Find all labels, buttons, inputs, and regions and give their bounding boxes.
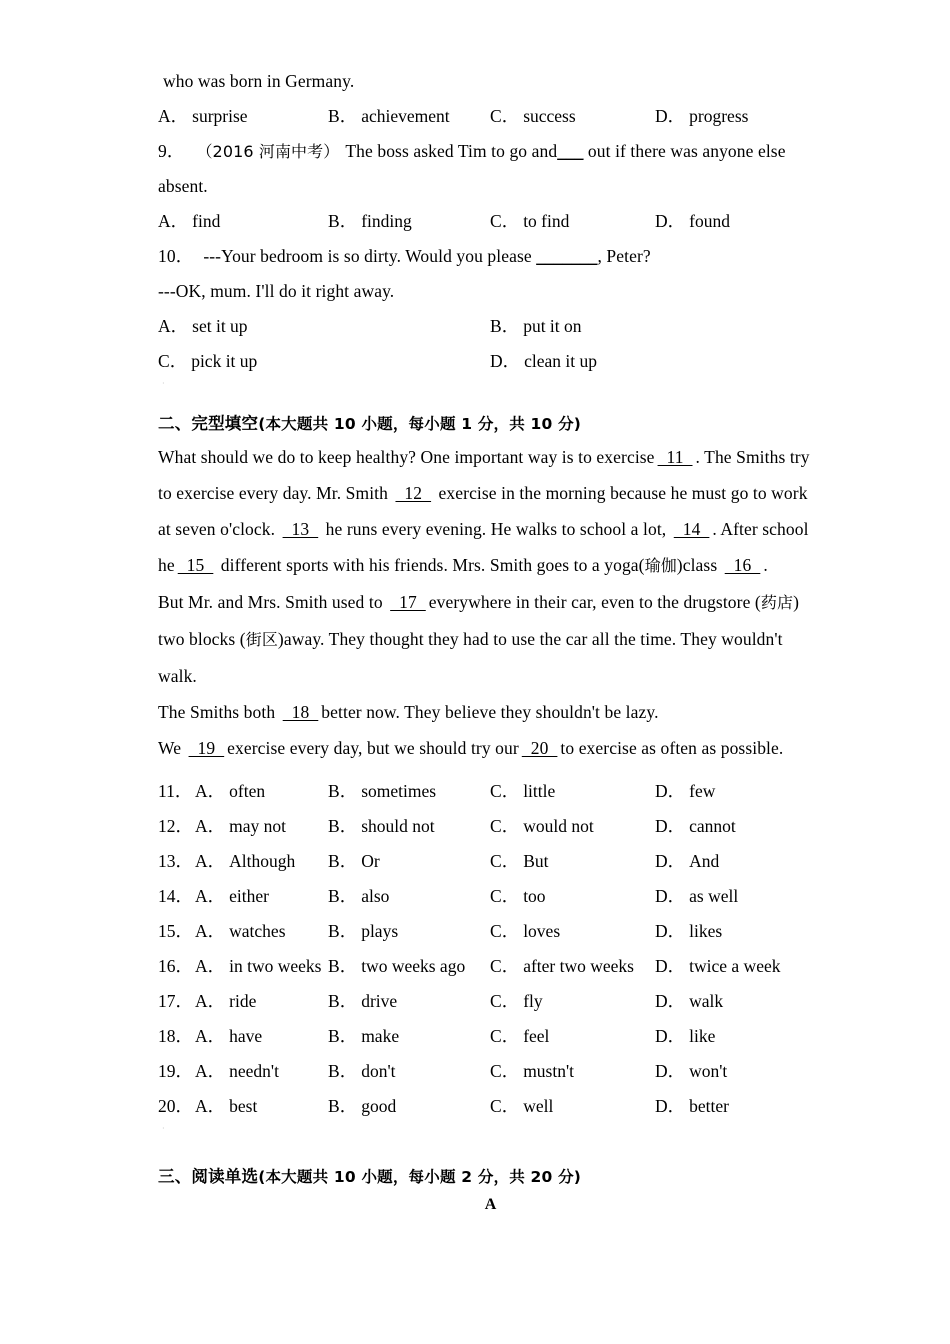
option-c[interactable] xyxy=(490,1054,574,1089)
option-c[interactable] xyxy=(490,99,576,134)
option-letter: B ． xyxy=(328,1026,357,1046)
option-letter: C ． xyxy=(490,781,519,801)
passage-text: But Mr. and Mrs. Smith used to xyxy=(158,592,388,612)
option-text: success xyxy=(523,106,576,126)
option-text: may not xyxy=(229,816,287,836)
option-a[interactable] xyxy=(195,1054,279,1089)
option-text: often xyxy=(229,781,266,801)
option-text: likes xyxy=(689,921,723,941)
option-letter: D ． xyxy=(490,351,520,371)
passage-text: . After school xyxy=(712,519,809,539)
option-letter: C ． xyxy=(158,351,187,371)
option-letter: C ． xyxy=(490,851,519,871)
cloze-question-row xyxy=(158,984,798,1019)
option-letter: B ． xyxy=(328,991,357,1011)
option-b[interactable] xyxy=(328,879,389,914)
option-text: won't xyxy=(689,1061,728,1081)
passage-text: different sports with his friends. Mrs. Smith goes to a yoga( xyxy=(216,555,645,575)
question-number: 16． xyxy=(158,956,193,976)
option-letter: B ． xyxy=(328,781,357,801)
section-two-title: 二、完型填空 xyxy=(158,414,259,433)
question-number: 18． xyxy=(158,1026,193,1046)
cloze-question-row xyxy=(158,879,798,914)
option-letter: C ． xyxy=(490,816,519,836)
option-letter: A ． xyxy=(195,956,225,976)
question-9-stem-line2: absent. xyxy=(158,176,208,196)
option-letter: B ． xyxy=(328,106,357,126)
option-text: better xyxy=(689,1096,729,1116)
option-letter: B ． xyxy=(328,956,357,976)
passage-text: What should we do to keep healthy? One important way is to exercise xyxy=(158,447,655,467)
option-c[interactable] xyxy=(490,914,560,949)
option-text: But xyxy=(523,851,549,871)
passage-text: everywhere in their car, even to the drugstore ( xyxy=(428,592,761,612)
option-a[interactable] xyxy=(195,1089,257,1124)
cloze-blank-13[interactable]: 13 xyxy=(282,519,319,539)
chinese-gloss: 瑜伽 xyxy=(644,556,677,575)
question-number: 17． xyxy=(158,991,193,1011)
option-d[interactable] xyxy=(655,914,722,949)
option-b[interactable] xyxy=(328,914,398,949)
cloze-blank-18[interactable]: 18 xyxy=(282,702,319,722)
cloze-blank-17[interactable]: 17 xyxy=(390,592,426,612)
option-d[interactable] xyxy=(655,1089,729,1124)
question-10-options-row2 xyxy=(158,344,798,379)
option-letter: A ． xyxy=(195,886,225,906)
option-text: put it on xyxy=(523,316,582,336)
question-number: 10． xyxy=(158,246,194,266)
option-text: Although xyxy=(229,851,296,871)
passage-line xyxy=(158,439,810,475)
option-letter: D ． xyxy=(655,991,685,1011)
cloze-question-row xyxy=(158,1089,798,1124)
section-three-scoring: (本大题共 10 小题，每小题 2 分，共 20 分) xyxy=(258,1168,582,1186)
passage-line xyxy=(158,475,808,511)
option-letter: A ． xyxy=(195,781,225,801)
option-d[interactable] xyxy=(655,774,715,809)
question-9-options xyxy=(158,204,798,239)
section-two-scoring: (本大题共 10 小题，每小题 1 分，共 10 分) xyxy=(258,415,582,433)
option-text: drive xyxy=(361,991,398,1011)
option-d[interactable] xyxy=(655,1019,715,1054)
cloze-question-row xyxy=(158,914,798,949)
option-b[interactable] xyxy=(328,774,436,809)
option-letter: B ． xyxy=(490,316,519,336)
option-d[interactable] xyxy=(655,984,723,1019)
option-d[interactable] xyxy=(655,99,748,134)
option-text: found xyxy=(689,211,730,231)
option-letter: A ． xyxy=(158,211,188,231)
scan-artifact-mark-2: · xyxy=(162,1124,165,1133)
option-text: progress xyxy=(689,106,749,126)
cloze-blank-15[interactable]: 15 xyxy=(177,555,214,575)
option-text: And xyxy=(689,851,720,871)
option-d[interactable] xyxy=(655,879,738,914)
option-text: needn't xyxy=(229,1061,279,1081)
option-text: ride xyxy=(229,991,257,1011)
option-letter: C ． xyxy=(490,1061,519,1081)
option-letter: A ． xyxy=(158,106,188,126)
option-a[interactable] xyxy=(158,99,248,134)
option-c[interactable] xyxy=(490,809,594,844)
option-c[interactable] xyxy=(490,1089,553,1124)
option-letter: C ． xyxy=(490,886,519,906)
option-text: well xyxy=(523,1096,554,1116)
option-letter: D ． xyxy=(655,886,685,906)
section-three-title: 三、阅读单选 xyxy=(158,1167,259,1186)
option-text: don't xyxy=(361,1061,396,1081)
option-a[interactable] xyxy=(195,1019,262,1054)
stem-after: out if there was anyone else xyxy=(583,141,786,161)
option-letter: C ． xyxy=(490,991,519,1011)
option-text: best xyxy=(229,1096,258,1116)
option-letter: C ． xyxy=(490,921,519,941)
option-text: surprise xyxy=(192,106,248,126)
option-letter: C ． xyxy=(490,956,519,976)
option-letter: A ． xyxy=(195,991,225,1011)
option-text: two weeks ago xyxy=(361,956,466,976)
option-d[interactable] xyxy=(655,204,730,239)
option-c[interactable] xyxy=(158,344,257,379)
option-text: either xyxy=(229,886,269,906)
option-letter: B ． xyxy=(328,816,357,836)
question-number: 12． xyxy=(158,816,193,836)
option-letter: A ． xyxy=(195,1026,225,1046)
stem-before: ---Your bedroom is so dirty. Would you please xyxy=(203,246,537,266)
option-a[interactable] xyxy=(195,984,256,1019)
continuation-line: who was born in Germany. xyxy=(163,71,355,91)
option-a[interactable] xyxy=(158,309,248,344)
cloze-blank-14[interactable]: 14 xyxy=(673,519,710,539)
option-a[interactable] xyxy=(195,879,269,914)
question-number: 13． xyxy=(158,851,193,871)
option-d[interactable] xyxy=(655,949,780,984)
option-text: achievement xyxy=(361,106,450,126)
source-tag: （2016 河南中考） xyxy=(196,142,340,161)
passage-line xyxy=(158,621,798,658)
passage-text: to exercise every day. Mr. Smith xyxy=(158,483,393,503)
option-text: find xyxy=(192,211,221,231)
option-b[interactable] xyxy=(328,1019,399,1054)
option-letter: D ． xyxy=(655,1096,685,1116)
option-text: have xyxy=(229,1026,263,1046)
cloze-blank-20[interactable]: 20 xyxy=(521,738,558,758)
option-d[interactable] xyxy=(655,809,736,844)
passage-text: he runs every evening. He walks to school a lot, xyxy=(321,519,671,539)
option-letter: A ． xyxy=(158,316,188,336)
option-letter: B ． xyxy=(328,851,357,871)
option-letter: B ． xyxy=(328,886,357,906)
option-a[interactable] xyxy=(195,809,286,844)
option-letter: C ． xyxy=(490,106,519,126)
passage-text: exercise every day, but we should try our xyxy=(227,738,519,758)
option-text: would not xyxy=(523,816,594,836)
passage-text: . The Smiths try xyxy=(695,447,810,467)
option-b[interactable] xyxy=(328,844,380,879)
passage-line xyxy=(158,730,798,766)
option-a[interactable] xyxy=(195,914,286,949)
option-letter: A ． xyxy=(195,1061,225,1081)
option-letter: A ． xyxy=(195,816,225,836)
option-text: should not xyxy=(361,816,435,836)
option-c[interactable] xyxy=(490,204,569,239)
option-text: few xyxy=(689,781,716,801)
option-text: walk xyxy=(689,991,724,1011)
cloze-options-list xyxy=(158,774,798,1124)
option-text: to find xyxy=(523,211,570,231)
question-number: 15． xyxy=(158,921,193,941)
option-text: set it up xyxy=(192,316,248,336)
option-letter: B ． xyxy=(328,921,357,941)
question-number: 14． xyxy=(158,886,193,906)
passage-text: to exercise as often as possible. xyxy=(560,738,784,758)
option-b[interactable] xyxy=(328,809,435,844)
option-b[interactable] xyxy=(328,984,397,1019)
passage-text: The Smiths both xyxy=(158,702,280,722)
option-letter: C ． xyxy=(490,1096,519,1116)
option-text: twice a week xyxy=(689,956,781,976)
passage-text: We xyxy=(158,738,186,758)
option-letter: D ． xyxy=(655,781,685,801)
option-a[interactable] xyxy=(158,204,220,239)
option-letter: D ． xyxy=(655,921,685,941)
passage-text: )away. They thought they had to use the car all the time. They wouldn't xyxy=(277,629,783,649)
passage-text: at seven o'clock. xyxy=(158,519,280,539)
passage-text: ) xyxy=(793,592,799,612)
section-three-heading xyxy=(158,1162,798,1192)
option-letter: B ． xyxy=(328,1061,357,1081)
option-b[interactable] xyxy=(490,309,582,344)
stem-after: , Peter? xyxy=(597,246,651,266)
cloze-question-row xyxy=(158,1054,798,1089)
option-d[interactable] xyxy=(655,844,719,879)
question-8-options xyxy=(158,99,798,134)
option-text: fly xyxy=(523,991,543,1011)
option-b[interactable] xyxy=(328,949,465,984)
option-text: after two weeks xyxy=(523,956,634,976)
option-a[interactable] xyxy=(195,774,265,809)
cloze-question-row xyxy=(158,1019,798,1054)
option-letter: A ． xyxy=(195,1096,225,1116)
passage-line xyxy=(158,658,798,694)
cloze-question-row xyxy=(158,809,798,844)
cloze-blank-11[interactable]: 11 xyxy=(657,447,693,467)
option-c[interactable] xyxy=(490,949,634,984)
option-b[interactable] xyxy=(328,1054,395,1089)
cloze-question-row xyxy=(158,949,798,984)
answer-blank[interactable]: _______ xyxy=(536,246,598,266)
question-number: 20． xyxy=(158,1096,193,1116)
passage-line xyxy=(158,511,809,547)
option-text: good xyxy=(361,1096,397,1116)
scan-artifact-mark: · xyxy=(162,379,165,388)
option-text: make xyxy=(361,1026,400,1046)
passage-text: exercise in the morning because he must go to work xyxy=(434,483,808,503)
option-letter: D ． xyxy=(655,1061,685,1081)
passage-text: . xyxy=(763,555,768,575)
chinese-gloss: 街区 xyxy=(245,630,278,649)
passage-text: better now. They believe they shouldn't be lazy. xyxy=(321,702,659,722)
option-d[interactable] xyxy=(490,344,597,379)
option-text: sometimes xyxy=(361,781,437,801)
question-10-reply: ---OK, mum. I'll do it right away. xyxy=(158,281,395,301)
passage-line xyxy=(158,584,798,621)
cloze-blank-16[interactable]: 16 xyxy=(724,555,761,575)
option-letter: A ． xyxy=(195,851,225,871)
option-c[interactable] xyxy=(490,774,555,809)
option-letter: C ． xyxy=(490,211,519,231)
option-text: cannot xyxy=(689,816,736,836)
option-letter: D ． xyxy=(655,1026,685,1046)
option-text: loves xyxy=(523,921,561,941)
option-c[interactable] xyxy=(490,1019,549,1054)
option-a[interactable] xyxy=(195,844,295,879)
option-b[interactable] xyxy=(328,1089,396,1124)
option-letter: B ． xyxy=(328,1096,357,1116)
option-letter: D ． xyxy=(655,851,685,871)
question-number: 11． xyxy=(158,781,193,801)
option-letter: D ． xyxy=(655,956,685,976)
question-10-stem xyxy=(158,239,798,274)
option-text: as well xyxy=(689,886,739,906)
option-text: also xyxy=(361,886,390,906)
option-text: finding xyxy=(361,211,412,231)
option-text: clean it up xyxy=(524,351,598,371)
section-two-heading xyxy=(158,409,798,439)
option-c[interactable] xyxy=(490,879,546,914)
chinese-gloss: 药店 xyxy=(760,593,794,612)
cloze-question-row xyxy=(158,844,798,879)
page-content xyxy=(158,64,810,1218)
passage-line xyxy=(158,547,798,584)
option-letter: D ． xyxy=(655,106,685,126)
option-text: Or xyxy=(361,851,380,871)
option-text: plays xyxy=(361,921,399,941)
option-text: like xyxy=(689,1026,716,1046)
option-text: feel xyxy=(523,1026,550,1046)
option-text: watches xyxy=(229,921,286,941)
option-text: too xyxy=(523,886,546,906)
option-a[interactable] xyxy=(195,949,322,984)
option-text: mustn't xyxy=(523,1061,574,1081)
cloze-blank-19[interactable]: 19 xyxy=(188,738,225,758)
option-text: pick it up xyxy=(191,351,258,371)
cloze-question-row xyxy=(158,774,798,809)
passage-line xyxy=(158,694,798,730)
option-letter: D ． xyxy=(655,211,685,231)
cloze-blank-12[interactable]: 12 xyxy=(395,483,432,503)
option-letter: C ． xyxy=(490,1026,519,1046)
passage-text: he xyxy=(158,555,175,575)
option-b[interactable] xyxy=(328,99,450,134)
passage-text: )class xyxy=(676,555,722,575)
option-letter: A ． xyxy=(195,921,225,941)
option-letter: B ． xyxy=(328,211,357,231)
option-text: in two weeks xyxy=(229,956,322,976)
cloze-passage xyxy=(158,439,810,766)
question-10-options-row1 xyxy=(158,309,798,344)
reading-passage-label: A xyxy=(484,1196,497,1213)
option-b[interactable] xyxy=(328,204,412,239)
question-number: 19． xyxy=(158,1061,193,1081)
passage-text: walk. xyxy=(158,666,197,686)
option-letter: D ． xyxy=(655,816,685,836)
passage-text: two blocks ( xyxy=(158,629,246,649)
option-text: little xyxy=(523,781,556,801)
question-number: 9． xyxy=(158,141,185,161)
answer-blank[interactable]: ___ xyxy=(557,141,584,161)
option-c[interactable] xyxy=(490,844,548,879)
stem-before: The boss asked Tim to go and xyxy=(345,141,558,161)
question-9-stem xyxy=(158,134,798,169)
option-c[interactable] xyxy=(490,984,543,1019)
option-d[interactable] xyxy=(655,1054,727,1089)
